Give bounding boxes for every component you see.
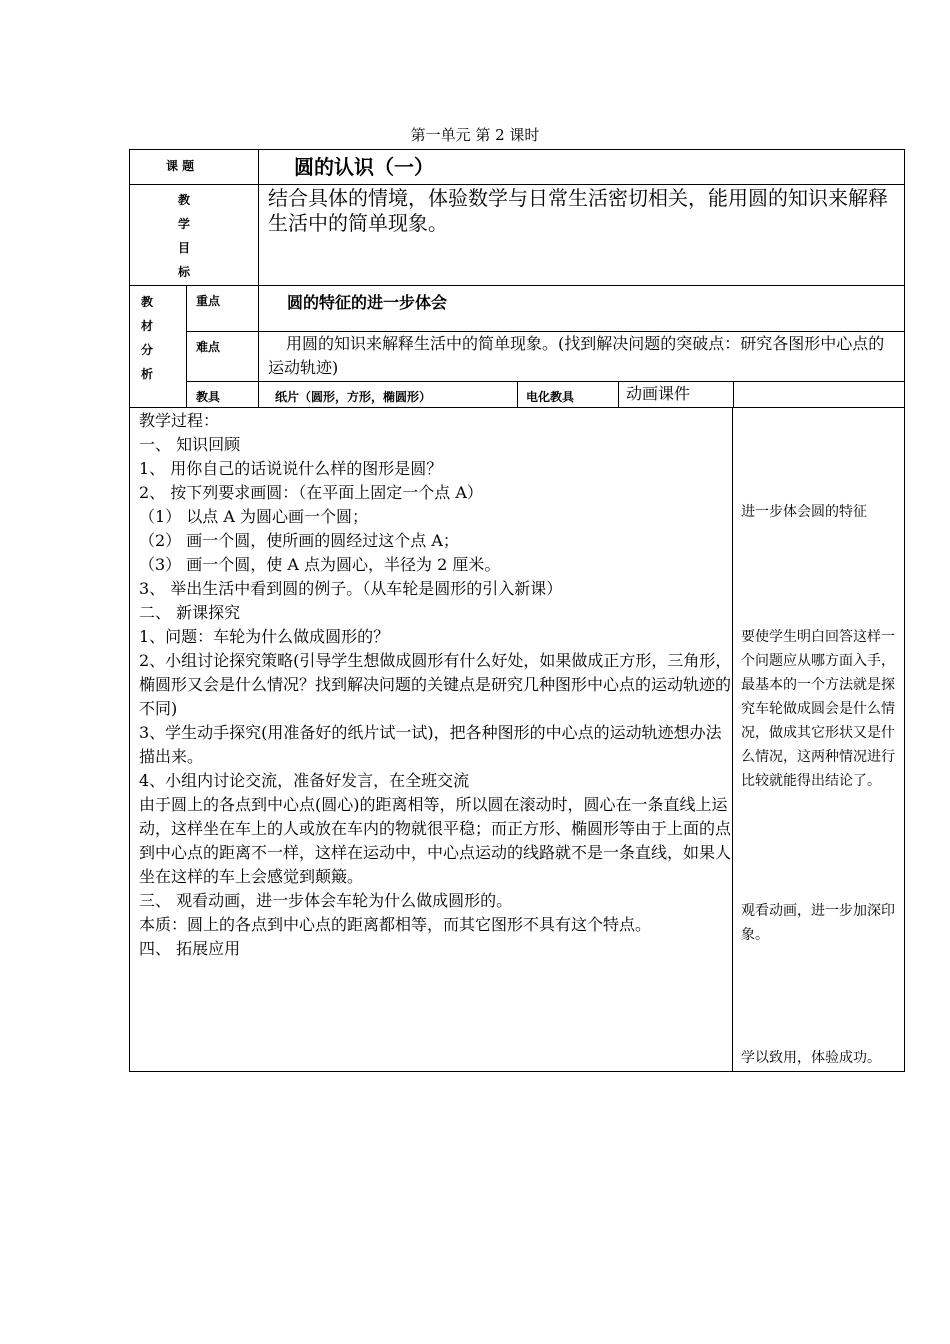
table-border-top	[129, 149, 905, 150]
table-border-right	[904, 149, 905, 1072]
process-paragraph: 3、学生动手探究(用准备好的纸片试一试)，把各种图形的中心点的运动轨迹想办法描出来。	[139, 723, 722, 766]
difficulty-value: 用圆的知识来解释生活中的简单现象。(找到解决问题的突破点：研究各图形中心点的运动轨迹)	[268, 334, 885, 377]
process-line: （2） 画一个圆，使所画的圆经过这个点 A；	[139, 531, 459, 550]
side-note: 要使学生明白回答这样一个问题应从哪方面入手，最基本的一个方法就是探究车轮做成圆会是什么情况，做成其它形状又是什么情况，这两种情况进行比较就能得出结论了。	[741, 629, 895, 789]
analysis-label: 教 材 分 析	[140, 295, 153, 381]
row-divider	[186, 381, 905, 382]
process-line: 二、 新课探究	[139, 603, 241, 622]
table-border-bottom	[129, 1071, 905, 1072]
objective-text: 结合具体的情境，体验数学与日常生活密切相关，能用圆的知识来解释生活中的简单现象。	[268, 186, 888, 235]
process-line: 3、 举出生活中看到圆的例子。（从车轮是圆形的引入新课）	[139, 579, 563, 598]
teaching-process	[139, 409, 737, 961]
col-divider	[186, 285, 187, 407]
col-divider	[517, 381, 518, 407]
process-paragraph: 2、小组讨论探究策略(引导学生想做成圆形有什么好处，如果做成正方形，三角形，椭圆形又会是什么情况？找到解决问题的关键点是研究几种图形中心点的运动轨迹的不同)	[139, 651, 732, 718]
process-line: 一、 知识回顾	[139, 435, 241, 454]
key-point-value: 圆的特征的进一步体会	[287, 293, 448, 312]
difficulty-label: 难点	[196, 340, 221, 354]
tools-label: 教具	[196, 390, 221, 404]
page-header: 第一单元 第 2 课时	[410, 126, 540, 144]
col-divider	[618, 381, 619, 407]
process-line: 1、 用你自己的话说说什么样的图形是圆？	[139, 459, 443, 478]
col-divider	[733, 381, 734, 407]
side-note: 进一步体会圆的特征	[741, 504, 867, 520]
process-paragraph: 本质：圆上的各点到中心点的距离都相等，而其它图形不具有这个特点。	[139, 915, 652, 934]
row-divider	[129, 285, 905, 286]
process-paragraph: 由于圆上的各点到中心点(圆心)的距离相等，所以圆在滚动时，圆心在一条直线上运动，这样坐在车上的人或放在车内的物就很平稳；而正方形、椭圆形等由于上面的点到中心点的距离不一样，这样在运动中，中心点运动的线路就不是一条直线，如果人坐在这样的车上会感觉到颠簸。	[139, 795, 732, 886]
process-line: 4、小组内讨论交流，准备好发言，在全班交流	[139, 771, 470, 790]
lesson-plan-table	[129, 149, 905, 1072]
side-note: 观看动画，进一步加深印象。	[741, 903, 895, 943]
col-divider	[258, 285, 259, 407]
process-line: （3） 画一个圆，使 A 点为圆心，半径为 2 厘米。	[139, 555, 501, 574]
col-divider	[258, 149, 259, 285]
process-line: 2、 按下列要求画圆：（在平面上固定一个点 A）	[139, 483, 483, 502]
key-point-label: 重点	[196, 294, 221, 308]
topic-value: 圆的认识（一）	[294, 155, 434, 179]
process-title: 教学过程：	[139, 411, 220, 430]
media-value: 动画课件	[626, 384, 691, 403]
side-note: 学以致用，体验成功。	[741, 1050, 881, 1066]
row-divider	[129, 407, 905, 408]
media-label: 电化教具	[526, 390, 575, 404]
row-divider	[129, 184, 905, 185]
tools-value: 纸片（圆形，方形，椭圆形）	[275, 390, 432, 404]
process-line: （1） 以点 A 为圆心画一个圆；	[139, 507, 368, 526]
process-line: 三、 观看动画，进一步体会车轮为什么做成圆形的。	[139, 891, 513, 910]
table-border-left	[129, 149, 130, 1072]
process-line: 四、 拓展应用	[139, 939, 241, 958]
process-line: 1、问题：车轮为什么做成圆形的？	[139, 627, 390, 646]
topic-label: 课 题	[166, 159, 195, 173]
objective-label: 教 学 目 标	[177, 193, 190, 279]
